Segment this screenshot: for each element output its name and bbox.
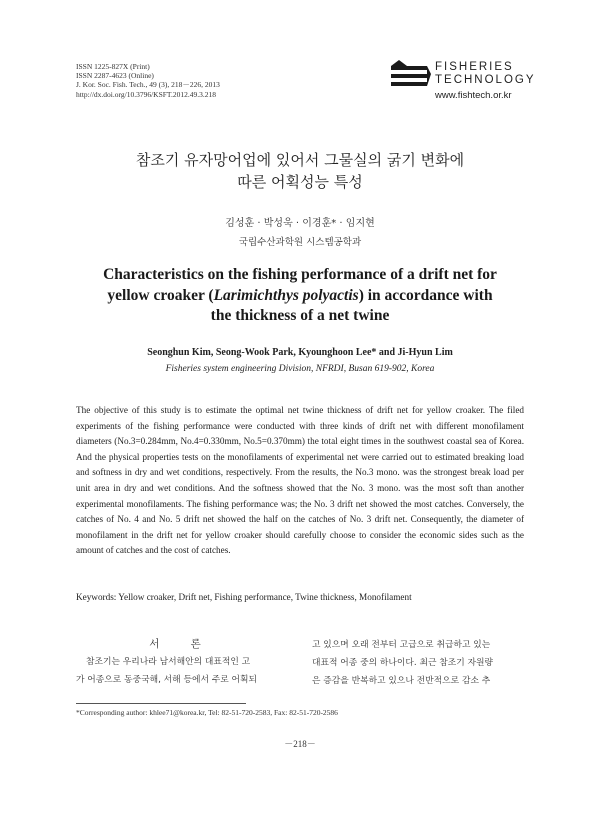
intro-line: 고 있으며 오래 전부터 고급으로 취급하고 있는	[312, 640, 491, 650]
english-affiliation: Fisheries system engineering Division, NFRDI, Busan 619-902, Korea	[165, 364, 435, 374]
citation: J. Kor. Soc. Fish. Tech., 49 (3), 218－226, 2013	[76, 80, 220, 90]
logo-wordmark	[435, 61, 536, 86]
abstract: The objective of this study is to estimate the optimal net twine thickness of drift net for yellow croaker. The filed experiments of the fishing performance were conducted with three kinds of drift net with different monofilament diameters (No.3=0.284mm, No.4=0.330mm, No.5=0.370mm) the total eight times in the southwest coastal sea of Korea. And the physical properties tests on the monofilaments of experimental net were carried out to estimated breaking load and softness in dry and wet conditions, respectively. From the results, the No.3 mono. was the strongest break load per unit area in dry and wet conditions. And the softness showed that the No. 3 mono. was the most soft than another experimental monofilaments. The fishing performance was; the No. 3 drift net showed the most catches. Conversely, the catches of No. 4 and No. 5 drift net showed the half on the catches of No. 3 drift net. Consequently, the diameter of monofilament in the drift net for yellow croaker should carefully choose to consider the economic sides such as the amount of catches and the cost of catches.	[76, 405, 524, 556]
journal-logo	[387, 56, 536, 106]
fish-hook-icon	[387, 58, 431, 90]
title-part: yellow croaker (	[107, 286, 214, 304]
english-title	[60, 265, 540, 327]
doi-link[interactable]: http://dx.doi.org/10.3796/KSFT.2012.49.3.218	[76, 89, 216, 99]
page-number: －218－	[284, 739, 316, 749]
korean-affiliation: 국립수산과학원 시스템공학과	[238, 237, 362, 248]
corresponding-author-footnote: *Corresponding author: khlee71@korea.kr, Tel: 82-51-720-2583, Fax: 82-51-720-2586	[76, 708, 338, 717]
intro-line: 은 증감을 반복하고 있으나 전반적으로 감소 추	[312, 676, 491, 686]
korean-title-line-2: 따른 어획성능 특성	[237, 173, 363, 191]
title-part: ) in accordance with	[358, 286, 493, 304]
korean-title-line-1: 참조기 유자망어업에 있어서 그물실의 굵기 변화에	[135, 151, 465, 169]
intro-line: 참조기는 우리나라 남서해안의 대표적인 고	[86, 657, 251, 667]
issn-online: ISSN 2287-4623 (Online)	[76, 71, 154, 81]
english-title-line-3: the thickness of a net twine	[210, 307, 390, 324]
intro-right-column	[312, 636, 524, 690]
journal-meta	[76, 62, 220, 99]
korean-authors: 김성훈 · 박성욱 · 이경훈* · 임지현	[225, 218, 375, 229]
english-authors: Seonghun Kim, Seong-Wook Park, Kyounghoon Lee* and Ji-Hyun Lim	[147, 347, 453, 358]
species-name: Larimichthys polyactis	[213, 286, 359, 304]
keywords: Keywords: Yellow croaker, Drift net, Fishing performance, Twine thickness, Monofilament	[76, 592, 412, 602]
issn-print: ISSN 1225-827X (Print)	[76, 62, 150, 71]
section-heading-introduction: 서 론	[149, 638, 215, 650]
korean-title	[60, 149, 540, 193]
logo-line-2: TECHNOLOGY	[435, 73, 536, 86]
journal-url[interactable]: www.fishtech.or.kr	[435, 90, 512, 101]
footnote-divider	[76, 703, 246, 704]
intro-line: 가 어종으로 동중국해, 서해 등에서 주로 어획되	[76, 675, 258, 685]
english-title-line-2	[60, 286, 540, 307]
logo-line-1: FISHERIES	[435, 61, 514, 73]
english-title-line-1: Characteristics on the fishing performance of a drift net for	[103, 266, 497, 283]
intro-line: 대표적 어종 중의 하나이다. 최근 참조기 자원량	[312, 658, 494, 668]
intro-left-column	[76, 653, 288, 689]
